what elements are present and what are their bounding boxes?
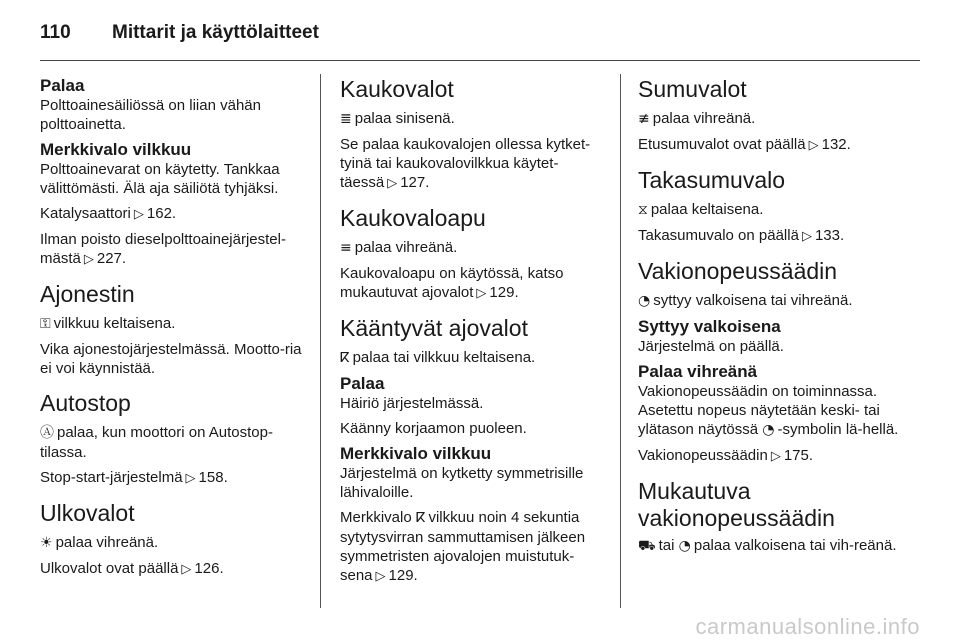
cruise-control-icon: ◔	[638, 293, 651, 309]
column-divider	[620, 74, 621, 608]
column-3	[638, 76, 906, 562]
heading-mukautuva: Mukautuva vakionopeussäädin	[638, 478, 835, 531]
xref-kaukovalot: Se palaa kaukovalojen ollessa kytket-tyinä tai kaukovalovilkkua käytet-täessä ▷ 127.	[340, 136, 591, 191]
heading-merkkivalo: Merkkivalo vilkkuu	[340, 444, 492, 463]
autostop-a-icon: Ⓐ	[40, 425, 54, 441]
arrow-ref-icon: ▷	[801, 229, 812, 244]
chapter-title: Mittarit ja käyttölaitteet	[112, 22, 319, 43]
high-beam-assist-icon: ≡	[340, 240, 352, 256]
arrow-ref-icon: ▷	[83, 252, 94, 267]
text-takasumuvalo: ⧖ palaa keltaisena.	[638, 201, 764, 218]
heading-kaantyvat: Kääntyvät ajovalot	[340, 315, 528, 341]
text-ajonestin: ⚿ vilkkuu keltaisena.	[40, 315, 176, 332]
heading-merkkivalo: Merkkivalo vilkkuu	[40, 140, 192, 159]
heading-kaukovalot: Kaukovalot	[340, 76, 454, 102]
arrow-ref-icon: ▷	[181, 562, 192, 577]
xref-merkkivalo: Merkkivalo ⴽ vilkkuu noin 4 sekuntia sytytysvirran sammuttamisen jälkeen symmetristen ajovalojen muistutuk-sena ▷ 129.	[340, 509, 586, 584]
adaptive-cruise-icon: ⛟	[638, 538, 656, 554]
heading-takasumuvalo: Takasumuvalo	[638, 167, 786, 193]
text-mukautuva: ⛟ tai ◔ palaa valkoisena tai vih-reänä.	[638, 537, 897, 554]
column-divider	[320, 74, 321, 608]
arrow-ref-icon: ▷	[387, 176, 398, 191]
heading-ulkovalot: Ulkovalot	[40, 500, 135, 526]
page-header	[40, 18, 920, 48]
cornering-light-icon: ⴽ	[415, 510, 426, 526]
heading-autostop: Autostop	[40, 390, 131, 416]
xref-sumuvalot: Etusumuvalot ovat päällä ▷ 132.	[638, 136, 851, 153]
cruise-control-icon: ◔	[678, 538, 691, 554]
watermark: carmanualsonline.info	[695, 614, 920, 639]
text-autostop: Ⓐ palaa, kun moottori on Autostop-tilassa.	[40, 424, 273, 461]
text-palaa-vihreana: Vakionopeussäädin on toiminnassa. Asetettu nopeus näytetään keski- tai ylätason näytössä ◔ -symbolin lä-hellä.	[638, 383, 899, 438]
text-sumuvalot: ≢ palaa vihreänä.	[638, 110, 756, 127]
car-key-icon: ⚿	[40, 316, 51, 332]
page-number: 110	[40, 22, 71, 43]
heading-syttyy-valkoisena: Syttyy valkoisena	[638, 317, 781, 336]
text-merkkivalo: Polttoainevarat on käytetty. Tankkaa välittömästi. Älä aja säiliötä tyhjäksi.	[40, 161, 280, 197]
heading-palaa: Palaa	[40, 76, 85, 95]
heading-vakionopeussaadin: Vakionopeussäädin	[638, 258, 838, 284]
heading-ajonestin: Ajonestin	[40, 281, 135, 307]
xref-katalysaattori: Katalysaattori ▷ 162.	[40, 205, 177, 222]
text-palaa-1: Häiriö järjestelmässä.	[340, 395, 484, 412]
text-palaa: Polttoainesäiliössä on liian vähän polttoainetta.	[40, 97, 261, 133]
rear-fog-icon: ⧖	[638, 202, 648, 218]
xref-kaukovaloapu: Kaukovaloapu on käytössä, katso mukautuvat ajovalot ▷ 129.	[340, 265, 564, 301]
column-2	[340, 76, 608, 592]
text-ulkovalot: ☀ palaa vihreänä.	[40, 534, 159, 551]
heading-palaa-vihreana: Palaa vihreänä	[638, 362, 758, 381]
front-fog-icon: ≢	[638, 111, 650, 127]
text-palaa-2: Käänny korjaamon puoleen.	[340, 420, 527, 437]
arrow-ref-icon: ▷	[133, 207, 144, 222]
arrow-ref-icon: ▷	[185, 471, 196, 486]
column-1	[40, 76, 308, 585]
cornering-light-icon: ⴽ	[340, 350, 350, 366]
arrow-ref-icon: ▷	[808, 138, 819, 153]
xref-ulkovalot: Ulkovalot ovat päällä ▷ 126.	[40, 560, 224, 577]
xref-ilman-poisto: Ilman poisto dieselpolttoainejärjestel-mästä ▷ 227.	[40, 231, 286, 267]
text-syttyy-valkoisena: Järjestelmä on päällä.	[638, 338, 784, 355]
arrow-ref-icon: ▷	[770, 449, 781, 464]
text-kaukovalot: ≣ palaa sinisenä.	[340, 110, 455, 127]
text-ajonestin-2: Vika ajonestojärjestelmässä. Mootto-ria ei voi käynnistää.	[40, 341, 302, 377]
heading-palaa: Palaa	[340, 374, 385, 393]
exterior-light-icon: ☀	[40, 535, 53, 551]
xref-stop-start: Stop-start-järjestelmä ▷ 158.	[40, 469, 228, 486]
xref-takasumuvalo: Takasumuvalo on päällä ▷ 133.	[638, 227, 845, 244]
xref-vakionopeussaadin: Vakionopeussäädin ▷ 175.	[638, 447, 814, 464]
text-merkkivalo: Järjestelmä on kytketty symmetrisille lähivaloille.	[340, 465, 584, 501]
header-rule	[40, 60, 920, 61]
arrow-ref-icon: ▷	[375, 569, 386, 584]
high-beam-icon: ≣	[340, 111, 352, 127]
heading-kaukovaloapu: Kaukovaloapu	[340, 205, 486, 231]
text-kaukovaloapu: ≡ palaa vihreänä.	[340, 239, 458, 256]
text-kaantyvat: ⴽ palaa tai vilkkuu keltaisena.	[340, 349, 536, 366]
cruise-control-icon: ◔	[762, 422, 775, 438]
arrow-ref-icon: ▷	[476, 286, 487, 301]
heading-sumuvalot: Sumuvalot	[638, 76, 747, 102]
text-vakionopeussaadin: ◔ syttyy valkoisena tai vihreänä.	[638, 292, 853, 309]
